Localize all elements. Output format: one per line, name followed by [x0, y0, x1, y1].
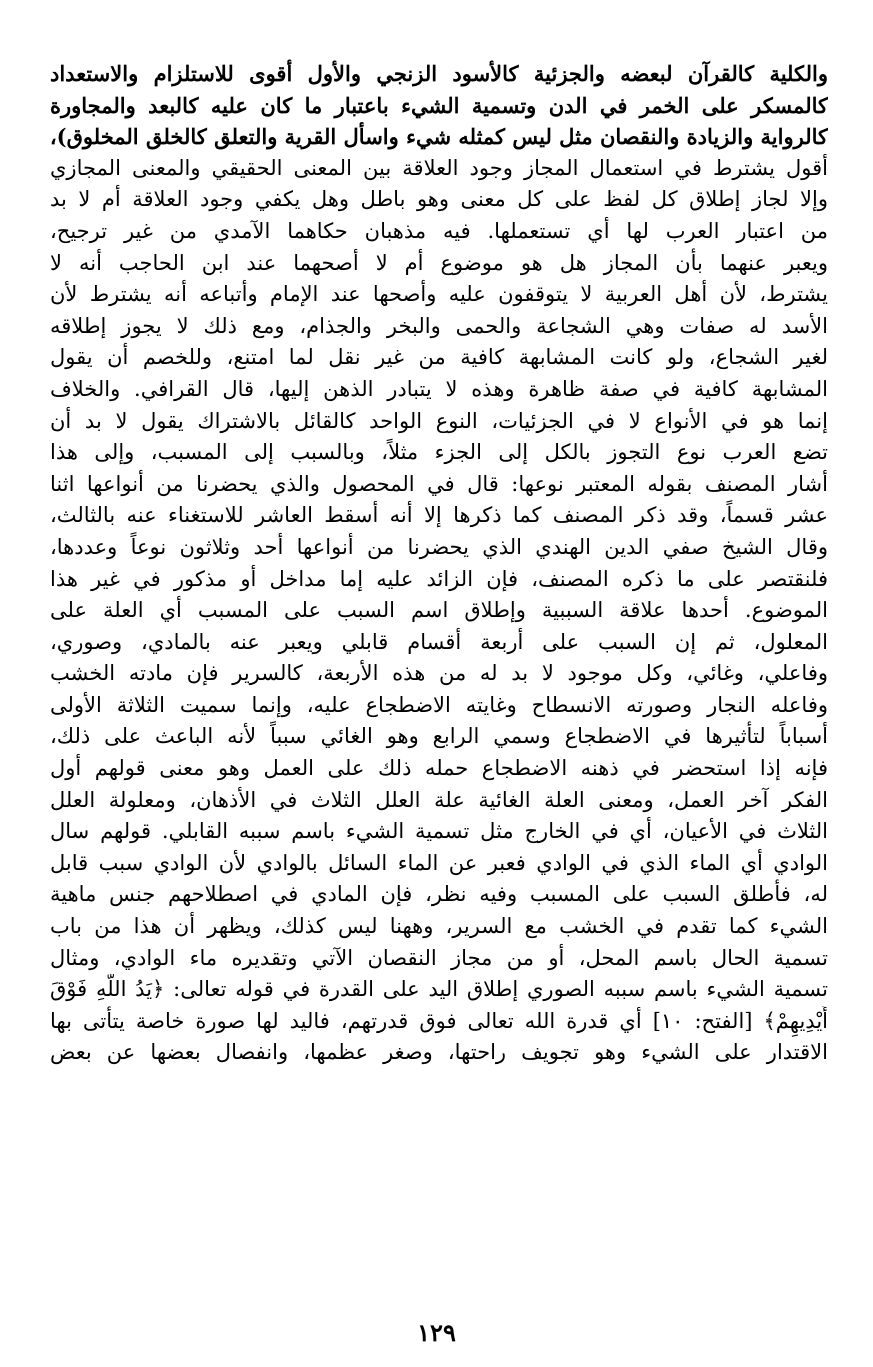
sharh-line: وقال الشيخ صفي الدين الهندي الذي يحضرنا من أنواعها أحد وثلاثون نوعاً وعددها، [50, 534, 828, 559]
sharh-block [50, 153, 828, 1069]
matn-block [50, 58, 828, 153]
sharh-line: أسباباً لتأثيرها في الاضطجاع وسمي الرابع وهو الغائي سبباً لأنه الباعث على ذلك، [50, 724, 828, 749]
sharh-line: لغير الشجاع، ولو كانت المشابهة كافية من غير نقل لما امتنع، وللخصم أن يقول [50, 345, 828, 370]
page-body [50, 58, 828, 1069]
page-number: ١٢٩ [417, 1318, 456, 1347]
sharh-line: وفاعلي، وغائي، وكل موجود لا بد له من هذه الأربعة، كالسرير فإن مادته الخشب [50, 661, 828, 686]
sharh-line: يشترط، لأن أهل العربية لا يتوقفون عليه وأصحها عند الإمام وأتباعه أنه يشترط لأن [50, 282, 828, 307]
sharh-line: تسمية الحال باسم المحل، أو من مجاز النقصان الآتي وتقديره ماء الوادي، ومثال [50, 945, 828, 970]
sharh-line: المعلول، ثم إن السبب على أربعة أقسام قابلي ويعبر عنه بالمادي، وصوري، [50, 629, 828, 654]
sharh-line: عشر قسماً، وقد ذكر المصنف كما ذكرها إلا أنه أسقط العاشر للاستغناء عنه بالثالث، [50, 503, 828, 528]
sharh-line: تسمية الشيء باسم سببه الصوري إطلاق اليد على القدرة في قوله تعالى: ﴿يَدُ اللَّهِ فَوْقَ [50, 977, 828, 1002]
sharh-line: أشار المصنف بقوله المعتبر نوعها: قال في المحصول والذي يحضرنا من أنواعها اثنا [50, 471, 828, 496]
sharh-line: المشابهة كافية في صفة ظاهرة وهذه لا يتبادر الذهن إليها، قال القرافي. والخلاف [50, 376, 828, 401]
sharh-line: الموضوع. أحدها علاقة السببية وإطلاق اسم السبب على المسبب أي العلة على [50, 598, 828, 623]
sharh-line: الاقتدار على الشيء وهو تجويف راحتها، وصغر عظمها، وانفصال بعضها عن بعض [50, 1040, 828, 1065]
sharh-line: الفكر آخر العمل، ومعنى العلة الغائية علة العلل الثلاث في الأذهان، ومعلولة العلل [50, 787, 828, 812]
sharh-line: أَيْدِيهِمْ﴾ [الفتح: ١٠] أي قدرة الله تعالى فوق قدرتهم، فاليد لها صورة خاصة يتأتى بها [50, 1008, 828, 1033]
sharh-line: أقول يشترط في استعمال المجاز وجود العلاقة بين المعنى الحقيقي والمعنى المجازي [50, 155, 828, 180]
sharh-line: الثلاث في الأعيان، أي في الخارج مثل تسمية الشيء باسم سببه القابلي. قولهم سال [50, 819, 828, 844]
sharh-line: الوادي أي الماء الذي في الوادي فعبر عن الماء السائل بالوادي لأن الوادي سبب قابل [50, 850, 828, 875]
sharh-line: تضع العرب نوع التجوز بالكل إلى الجزء مثلاً، وبالسبب إلى المسبب، وإلى هذا [50, 440, 828, 465]
sharh-line: فإنه إذا استحضر في ذهنه الاضطجاع حمله ذلك على العمل وهو معنى قولهم أول [50, 756, 828, 781]
matn-line: كالرواية والزيادة والنقصان مثل ليس كمثله شيء واسأل القرية والتعلق كالخلق المخلوق)، [50, 124, 828, 150]
sharh-line: وإلا لجاز إطلاق كل لفظ على كل معنى وهو باطل وهل يكفي وجود العلاقة أم لا بد [50, 187, 828, 212]
sharh-line: الأسد له صفات وهي الشجاعة والحمى والبخر والجذام، ومع ذلك لا يجوز إطلاقه [50, 313, 828, 338]
sharh-line: الشيء كما تقدم في الخشب مع السرير، وههنا ليس كذلك، ويظهر أن هذا من باب [50, 914, 828, 939]
matn-line: كالمسكر على الخمر في الدن وتسمية الشيء باعتبار ما كان عليه كالبعد والمجاورة [50, 92, 828, 118]
sharh-line: فلنقتصر على ما ذكره المصنف، فإن الزائد عليه إما مداخل أو مذكور في غير هذا [50, 566, 828, 591]
sharh-line: من اعتبار العرب لها أي تستعملها. فيه مذهبان حكاهما الآمدي من غير ترجيح، [50, 218, 828, 243]
sharh-line: له، فأطلق السبب على المسبب وفيه نظر، فإن المادي في اصطلاحهم جنس ماهية [50, 882, 828, 907]
sharh-line: إنما هو في الأنواع لا في الجزئيات، النوع الواحد كالقائل بالاشتراك يقول لا بد أن [50, 408, 828, 433]
sharh-line: وفاعله النجار وصورته الانسطاح وغايته الاضطجاع عليه، وإنما سميت الثلاثة الأولى [50, 692, 828, 717]
sharh-line: ويعبر عنهما بأن المجاز هل هو موضوع أم لا أصحهما عند ابن الحاجب أنه لا [50, 250, 828, 275]
matn-line: والكلية كالقرآن لبعضه والجزئية كالأسود الزنجي والأول أقوى للاستلزام والاستعداد [50, 61, 828, 86]
